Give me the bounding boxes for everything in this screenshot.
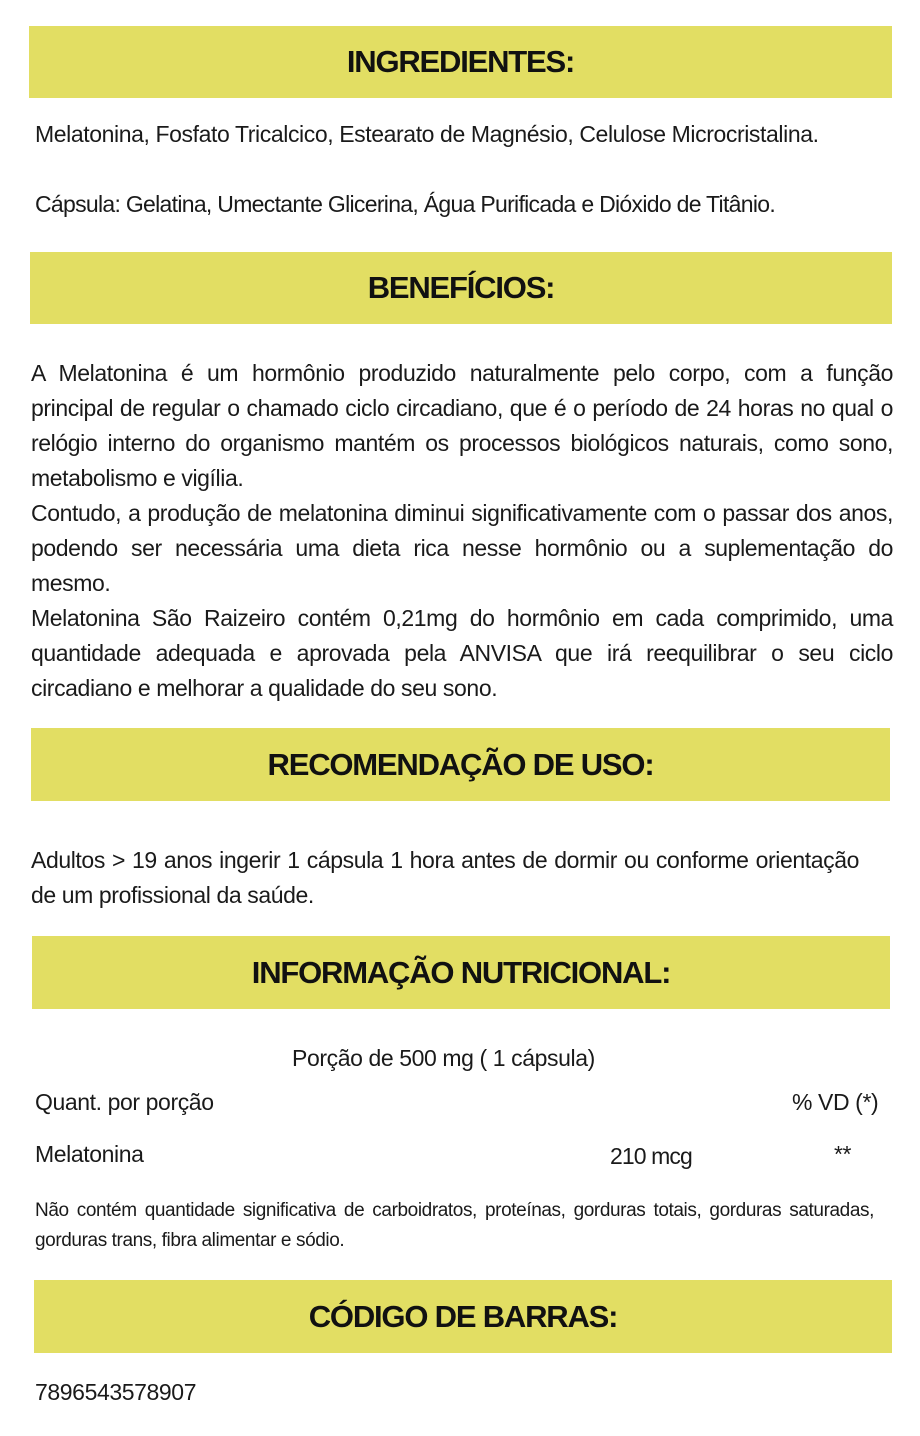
nutricional-note: Não contém quantidade significativa de carboidratos, proteínas, gorduras totais, gorduras saturadas, gorduras trans, fibra alimentar e sódio.: [35, 1200, 874, 1251]
ingredientes-header: [29, 26, 892, 98]
barcode-number: 7896543578907: [35, 1379, 197, 1405]
codigo-header: [34, 1280, 892, 1353]
ingredientes-list: Melatonina, Fosfato Tricalcico, Estearato de Magnésio, Celulose Microcristalina.: [35, 121, 819, 147]
porcao-label: Porção de 500 mg ( 1 cápsula): [292, 1045, 595, 1071]
recomendacao-text: Adultos > 19 anos ingerir 1 cápsula 1 hora antes de dormir ou conforme orientação de um profissional da saúde.: [31, 847, 859, 908]
beneficios-header: [30, 252, 892, 324]
nutrient-vd: **: [834, 1141, 852, 1167]
quant-por-porcao-label: Quant. por porção: [35, 1089, 214, 1115]
beneficios-paragraph-1: A Melatonina é um hormônio produzido naturalmente pelo corpo, com a função principal de regular o chamado ciclo circadiano, que é o período de 24 horas no qual o relógio interno do organismo mantém os processos biológicos naturais, como sono, metabolismo e vigília.: [31, 360, 893, 491]
nutrient-name: Melatonina: [35, 1141, 144, 1167]
nutricional-header: [32, 936, 890, 1009]
beneficios-paragraph-2: Contudo, a produção de melatonina diminui significativamente com o passar dos anos, podendo ser necessária uma dieta rica nesse hormônio ou a suplementação do mesmo.: [31, 500, 893, 596]
beneficios-title: BENEFÍCIOS:: [367, 270, 555, 305]
beneficios-paragraph-3: Melatonina São Raizeiro contém 0,21mg do hormônio em cada comprimido, uma quantidade adequada e aprovada pela ANVISA que irá reequilibrar o seu ciclo circadiano e melhorar a qualidade do seu sono.: [31, 605, 893, 701]
ingredientes-title: INGREDIENTES:: [346, 44, 575, 79]
codigo-title: CÓDIGO DE BARRAS:: [308, 1298, 618, 1334]
nutricional-title: INFORMAÇÃO NUTRICIONAL:: [251, 954, 671, 990]
nutrient-amount: 210 mcg: [610, 1143, 692, 1169]
capsula-ingredients: Cápsula: Gelatina, Umectante Glicerina, Água Purificada e Dióxido de Titânio.: [35, 191, 776, 217]
vd-label: % VD (*): [792, 1089, 879, 1115]
recomendacao-header: [31, 728, 890, 801]
recomendacao-title: RECOMENDAÇÃO DE USO:: [267, 746, 654, 782]
